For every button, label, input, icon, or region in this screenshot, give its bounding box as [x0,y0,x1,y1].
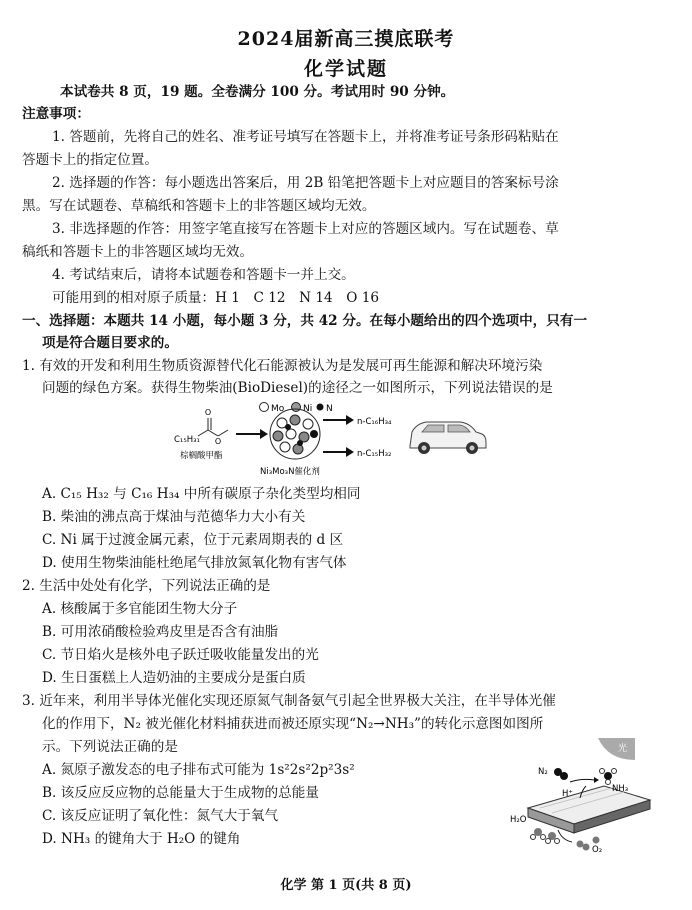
note-2b: 黑。写在试题卷、草稿纸和答题卡上的非答题区域均无效。 [22,198,376,214]
q3-option-b: B. 该反应反应物的总能量大于生成物的总能量 [42,785,319,801]
q2-option-d: D. 生日蛋糕上人造奶油的主要成分是蛋白质 [42,670,306,686]
n2-molecule-icon [554,768,568,780]
catalyst-label: Ni₃Mo₃N催化剂 [260,467,320,477]
h-plus-label: H⁺ [562,789,573,799]
q3-stem-line2: 化的作用下，N₂ 被光催化材料捕获进而被还原实现“N₂→NH₃”的转化示意图如图所 [42,716,544,732]
q2-option-c: C. 节日焰火是核外电子跃迁吸收能量发出的光 [42,647,319,663]
biodiesel-figure [160,398,490,480]
exam-title: 2024届新高三摸底联考 [237,28,455,50]
svg-text:O: O [214,437,222,446]
exam-subject: 化学试题 [303,58,388,80]
ester-name: 棕榈酸甲酯 [180,451,223,461]
q1-option-a: A. C₁₅ H₃₂ 与 C₁₆ H₃₄ 中所有碳原子杂化类型均相同 [42,486,361,502]
mo-legend-icon [260,403,269,412]
q3-option-a: A. 氮原子激发态的电子排布式可能为 1s²2s²2p²3s² [42,762,355,778]
photocatalysis-figure [500,738,670,856]
ester-formula: C₁₅H₃₁ [174,435,200,445]
section1-line2: 项是符合题目要求的。 [42,335,178,351]
note-3a: 3. 非选择题的作答：用签字笔直接写在答题卡上对应的答题区域内。写在试题卷、草 [52,221,559,237]
light-icon [598,738,635,760]
reaction-arrow-icon [236,429,268,439]
ni-legend-icon [292,403,301,412]
note-3b: 稿纸和答题卡上的非答题区域均无效。 [22,244,254,260]
car-icon [410,422,486,454]
note-1b: 答题卡上的指定位置。 [22,152,158,168]
legend-n: N [326,404,333,414]
h2o-molecule-icon [531,828,560,844]
q1-stem-line1: 1. 有效的开发和利用生物质资源替代化石能源被认为是发展可再生能源和解决环境污染 [22,358,543,374]
note-2a: 2. 选择题的作答：每小题选出答案后，用 2B 铅笔把答题卡上对应题目的答案标号涂 [52,175,559,191]
product-arrows-icon [323,415,354,457]
catalyst-cluster-icon [270,409,320,459]
legend-ni: Ni [303,404,313,414]
notes-heading: 注意事项： [22,106,90,122]
q3-option-d: D. NH₃ 的键角大于 H₂O 的键角 [42,831,241,847]
q2-option-a: A. 核酸属于多官能团生物大分子 [42,601,238,617]
n2-label: N₂ [538,767,548,777]
q1-stem-line2: 问题的绿色方案。获得生物柴油(BioDiesel)的途径之一如图所示，下列说法错误的是 [42,380,553,396]
q3-stem-line3: 示。下列说法正确的是 [42,739,178,755]
legend-mo: Mo [271,404,285,414]
product-2: n-C₁₅H₃₂ [357,449,392,459]
svg-text:O: O [204,408,212,417]
atomic-masses: 可能用到的相对原子质量：H 1 C 12 N 14 O 16 [52,290,380,306]
methyl-palmitate-structure-icon [198,418,228,436]
product-1: n-C₁₆H₃₄ [357,417,392,427]
o2-label: O₂ [592,845,603,855]
section1-line1: 一、选择题：本题共 14 小题，每小题 3 分，共 42 分。在每小题给出的四个选项中，只有一 [22,313,588,329]
q3-option-c: C. 该反应证明了氧化性：氮气大于氧气 [42,808,279,824]
nh3-label: NH₃ [612,784,629,794]
q2-option-b: B. 可用浓硝酸检验鸡皮里是否含有油脂 [42,624,279,640]
h2o-label: H₂O [510,815,527,825]
page-footer: 化学 第 1 页(共 8 页) [280,878,412,893]
q2-stem: 2. 生活中处处有化学，下列说法正确的是 [22,578,271,594]
semiconductor-slab-icon [528,786,650,833]
q1-option-d: D. 使用生物柴油能杜绝尾气排放氮氧化物有害气体 [42,555,347,571]
note-1a: 1. 答题前，先将自己的姓名、准考证号填写在答题卡上，并将准考证号条形码粘贴在 [52,129,559,145]
q1-option-b: B. 柴油的沸点高于煤油与范德华力大小有关 [42,509,306,525]
note-4: 4. 考试结束后，请将本试题卷和答题卡一并上交。 [52,267,355,283]
n-legend-icon [317,404,324,411]
q3-stem-line1: 3. 近年来，利用半导体光催化实现还原氮气制备氨气引起全世界极大关注，在半导体光催 [22,693,556,709]
q1-option-c: C. Ni 属于过渡金属元素，位于元素周期表的 d 区 [42,532,344,548]
light-label: 光 [618,744,628,754]
nh3-molecule-icon [600,769,617,785]
exam-info: 本试卷共 8 页，19 题。全卷满分 100 分。考试用时 90 分钟。 [60,84,455,100]
